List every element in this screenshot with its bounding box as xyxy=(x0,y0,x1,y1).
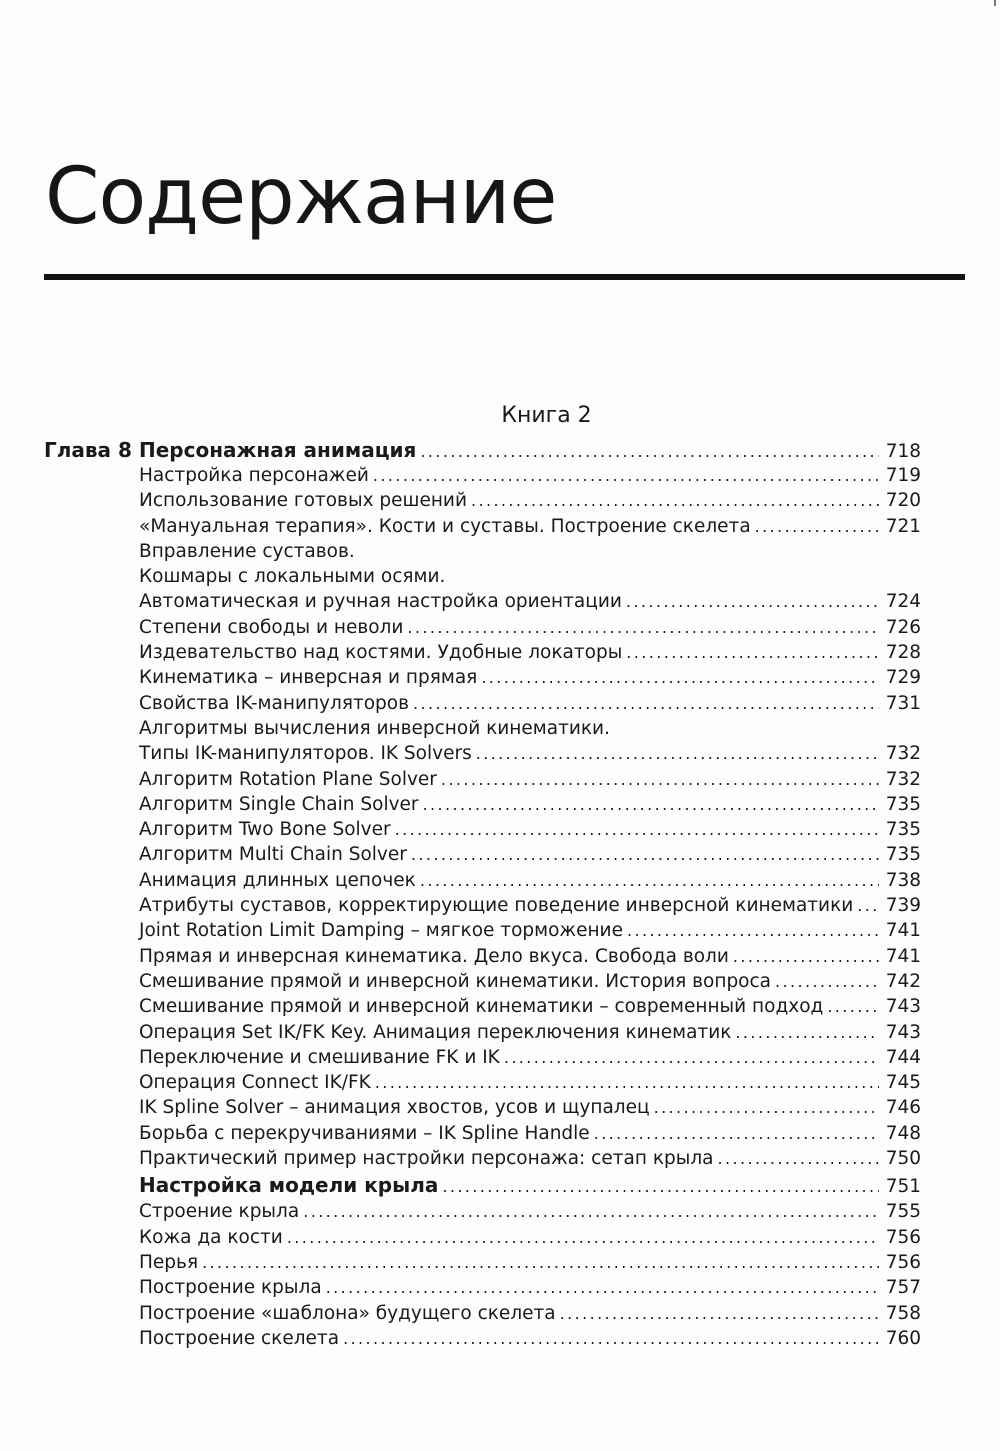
dot-leader xyxy=(626,589,879,614)
toc-entry-label: Алгоритм Two Bone Solver xyxy=(139,819,391,841)
toc-entry-label: IK Spline Solver – анимация хвостов, усов и щупалец xyxy=(139,1097,650,1119)
toc-entry[interactable] xyxy=(44,868,921,893)
toc-entry[interactable] xyxy=(44,767,921,792)
toc-entry[interactable] xyxy=(44,1020,921,1045)
toc-entries xyxy=(44,463,921,1171)
dot-leader xyxy=(476,741,879,766)
toc-entry[interactable] xyxy=(44,1326,921,1351)
dot-leader xyxy=(775,969,879,994)
toc-entry[interactable] xyxy=(44,615,921,640)
page-number: 742 xyxy=(885,970,921,992)
dot-leader xyxy=(718,1146,879,1171)
toc-entry-label: Издевательство над костями. Удобные локаторы xyxy=(139,642,623,664)
toc-entry[interactable] xyxy=(44,792,921,817)
page-number: 755 xyxy=(885,1201,921,1223)
page-number: 721 xyxy=(885,515,921,537)
toc-section-entries xyxy=(44,1199,921,1351)
toc-entry[interactable] xyxy=(44,817,921,842)
scan-mark xyxy=(994,0,996,6)
toc-entry[interactable] xyxy=(44,893,921,918)
dot-leader xyxy=(407,615,879,640)
page-number: 735 xyxy=(885,819,921,841)
toc-entry-label: Алгоритм Rotation Plane Solver xyxy=(139,768,437,790)
dot-leader xyxy=(755,514,879,539)
page-number: 728 xyxy=(885,642,921,664)
page-number: 731 xyxy=(885,692,921,714)
toc-entry[interactable] xyxy=(44,1045,921,1070)
toc-entry[interactable] xyxy=(44,514,921,539)
toc-entry-label: Смешивание прямой и инверсной кинематики – современный подход xyxy=(139,996,824,1018)
toc-entry[interactable] xyxy=(44,1070,921,1095)
dot-leader xyxy=(654,1095,879,1120)
toc-entry[interactable] xyxy=(44,918,921,943)
page-number: 756 xyxy=(885,1251,921,1273)
toc-entry-label: Практический пример настройки персонажа: сетап крыла xyxy=(139,1148,714,1170)
toc-entry[interactable] xyxy=(44,1250,921,1275)
toc-entry[interactable] xyxy=(44,463,921,488)
page-title: Содержание xyxy=(45,152,557,242)
toc-entry-label: Использование готовых решений xyxy=(139,490,467,512)
toc-entry[interactable] xyxy=(44,1121,921,1146)
dot-leader xyxy=(827,994,879,1019)
dot-leader xyxy=(733,944,879,969)
toc-entry-label: Типы IK-манипуляторов. IK Solvers xyxy=(139,743,472,765)
toc-entry[interactable] xyxy=(44,564,921,589)
toc-entry[interactable] xyxy=(44,944,921,969)
dot-leader xyxy=(594,1121,879,1146)
toc-entry[interactable] xyxy=(44,640,921,665)
book-heading: Книга 2 xyxy=(501,403,592,428)
dot-leader xyxy=(442,1173,879,1201)
page-number: 756 xyxy=(885,1226,921,1248)
toc-entry-label: Автоматическая и ручная настройка ориентации xyxy=(139,591,622,613)
toc-entry[interactable] xyxy=(44,1275,921,1300)
page-number: 726 xyxy=(885,616,921,638)
toc-entry[interactable] xyxy=(44,1095,921,1120)
toc-entry[interactable] xyxy=(44,1301,921,1326)
dot-leader xyxy=(504,1045,879,1070)
dot-leader xyxy=(423,792,879,817)
page-number: 724 xyxy=(885,591,921,613)
toc-entry-label: Операция Connect IK/FK xyxy=(139,1072,371,1094)
toc-entry[interactable] xyxy=(44,1225,921,1250)
page-number: 758 xyxy=(885,1302,921,1324)
toc-entry-label: Смешивание прямой и инверсной кинематики. История вопроса xyxy=(139,970,772,992)
dot-leader xyxy=(441,767,879,792)
page-number: 751 xyxy=(885,1176,921,1198)
dot-leader xyxy=(395,817,879,842)
toc-entry-label: Операция Set IK/FK Key. Анимация переключения кинематик xyxy=(139,1021,732,1043)
toc-entry-label: Анимация длинных цепочек xyxy=(139,869,416,891)
chapter-number: Глава 8 xyxy=(44,438,132,462)
dot-leader xyxy=(287,1225,879,1250)
toc-entry-label: Строение крыла xyxy=(139,1201,300,1223)
dot-leader xyxy=(411,842,879,867)
toc-entry[interactable] xyxy=(44,842,921,867)
dot-leader xyxy=(857,893,879,918)
section-title: Настройка модели крыла xyxy=(139,1173,439,1198)
dot-leader xyxy=(375,1070,879,1095)
toc-entry-label: Вправление суставов. xyxy=(139,540,355,562)
toc-entry[interactable] xyxy=(44,741,921,766)
page-number: 746 xyxy=(885,1097,921,1119)
toc-entry-label: Настройка персонажей xyxy=(139,465,369,486)
dot-leader xyxy=(420,439,879,465)
toc-entry-label: Перья xyxy=(139,1251,199,1273)
page-number: 760 xyxy=(885,1327,921,1349)
toc-entry-label: Алгоритм Single Chain Solver xyxy=(139,793,419,815)
toc-entry-label: Степени свободы и неволи xyxy=(139,616,404,638)
page-number: 720 xyxy=(885,490,921,512)
page-number: 744 xyxy=(885,1046,921,1068)
toc-entry[interactable] xyxy=(44,589,921,614)
toc-entry[interactable] xyxy=(44,665,921,690)
page-number: 732 xyxy=(885,768,921,790)
table-of-contents xyxy=(44,437,921,1351)
toc-entry-label: Кошмары с локальными осями. xyxy=(139,566,446,588)
page-number: 732 xyxy=(885,743,921,765)
toc-entry-label: Построение «шаблона» будущего скелета xyxy=(139,1302,556,1324)
page-number: 743 xyxy=(885,1021,921,1043)
toc-entry[interactable] xyxy=(44,488,921,513)
dot-leader xyxy=(560,1301,879,1326)
dot-leader xyxy=(735,1020,879,1045)
dot-leader xyxy=(373,463,879,488)
dot-leader xyxy=(326,1275,879,1300)
toc-entry-label: «Мануальная терапия». Кости и суставы. Построение скелета xyxy=(139,515,751,537)
toc-entry[interactable] xyxy=(44,1199,921,1224)
toc-entry[interactable] xyxy=(44,1146,921,1171)
toc-section-row[interactable] xyxy=(44,1171,921,1199)
page-number: 735 xyxy=(885,793,921,815)
page-number: 748 xyxy=(885,1122,921,1144)
dot-leader xyxy=(471,488,879,513)
page-number: 735 xyxy=(885,844,921,866)
toc-entry-label: Борьба с перекручиваниями – IK Spline Handle xyxy=(139,1122,590,1144)
dot-leader xyxy=(343,1326,879,1351)
chapter-title: Персонажная анимация xyxy=(139,438,417,462)
page-number: 757 xyxy=(885,1277,921,1299)
toc-chapter-row[interactable] xyxy=(44,437,921,463)
toc-entry[interactable] xyxy=(44,969,921,994)
dot-leader xyxy=(420,868,879,893)
toc-entry[interactable] xyxy=(44,539,921,564)
toc-entry-label: Построение крыла xyxy=(139,1277,322,1299)
dot-leader xyxy=(626,640,879,665)
toc-entry-label: Алгоритмы вычисления инверсной кинематики. xyxy=(139,717,610,739)
toc-entry[interactable] xyxy=(44,994,921,1019)
dot-leader xyxy=(202,1250,879,1275)
page-number: 743 xyxy=(885,996,921,1018)
toc-entry[interactable] xyxy=(44,716,921,741)
page-number: 739 xyxy=(885,895,921,917)
toc-entry-label: Построение скелета xyxy=(139,1327,340,1349)
toc-entry[interactable] xyxy=(44,691,921,716)
title-rule xyxy=(44,274,965,280)
dot-leader xyxy=(303,1199,879,1224)
toc-entry-label: Прямая и инверсная кинематика. Дело вкуса. Свобода воли xyxy=(139,945,729,967)
toc-entry-label: Кинематика – инверсная и прямая xyxy=(139,667,478,689)
page-number: 718 xyxy=(885,441,921,462)
page-number: 745 xyxy=(885,1072,921,1094)
page-number: 729 xyxy=(885,667,921,689)
page-number: 738 xyxy=(885,869,921,891)
toc-entry-label: Переключение и смешивание FK и IK xyxy=(139,1046,500,1068)
toc-entry-label: Кожа да кости xyxy=(139,1226,283,1248)
toc-entry-label: Алгоритм Multi Chain Solver xyxy=(139,844,407,866)
toc-entry-label: Атрибуты суставов, корректирующие поведение инверсной кинематики xyxy=(139,895,854,917)
dot-leader xyxy=(413,691,879,716)
page-number: 741 xyxy=(885,945,921,967)
page-number: 750 xyxy=(885,1148,921,1170)
page-number: 719 xyxy=(885,465,921,486)
toc-entry-label: Свойства IK-манипуляторов xyxy=(139,692,410,714)
toc-entry-label: Joint Rotation Limit Damping – мягкое торможение xyxy=(139,920,623,942)
dot-leader xyxy=(627,918,879,943)
page-number: 741 xyxy=(885,920,921,942)
dot-leader xyxy=(481,665,879,690)
